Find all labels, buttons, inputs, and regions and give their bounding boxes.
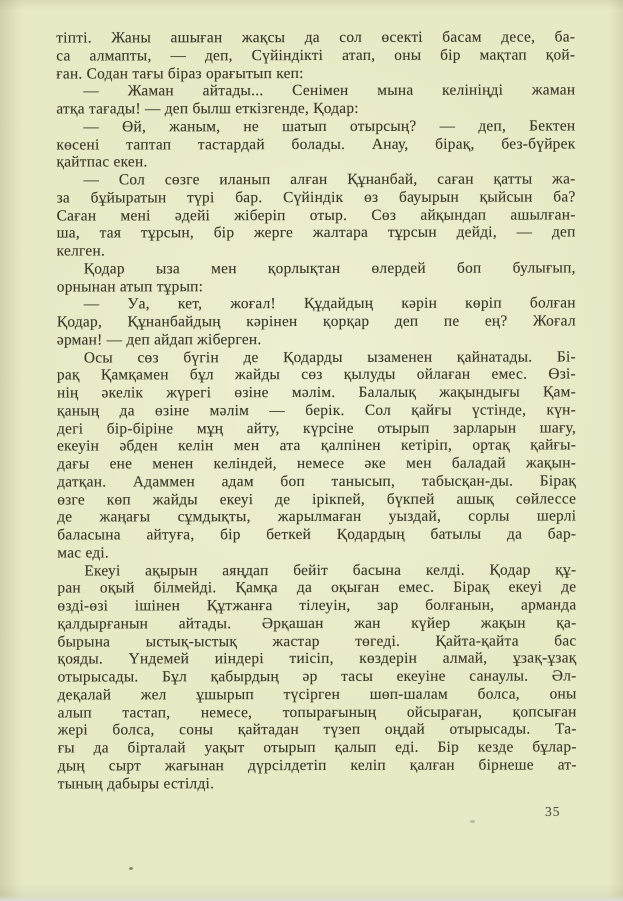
text-line: дағы ене менен келіндей, немесе әке мен баладай жақын- — [57, 454, 577, 473]
text-line: са алмапты, — деп, Сүйіндікті атап, оны бір мақтап қой- — [56, 46, 576, 65]
text-line: мас еді. — [57, 544, 110, 562]
text-line: өзді-өзі ішінен Құтжанға тілеуін, зар болғанын, арманда — [57, 596, 577, 615]
text-line: қалдырғанын айтады. Әрқашан жан күйер жақын қа- — [57, 614, 577, 633]
text-line: Саған мені әдейі жіберіп отыр. Сөз айқындап ашылған- — [56, 205, 576, 225]
text-line: орнынан атып тұрып: — [56, 277, 204, 296]
text-line: Қодар ыза мен қорлықтан өлердей боп булығып, — [83, 259, 576, 278]
text-line: — Уа, кет, жоғал! Құдайдың кәрін көріп болған — [83, 294, 576, 313]
text-line: өзге көп жайды екеуі де ірікпей, бүкпей ашық сөйлессе — [57, 489, 577, 509]
page-number: 35 — [545, 804, 561, 819]
text-line: әрман! — деп айдап жіберген. — [56, 330, 262, 349]
scan-edge — [0, 895, 623, 901]
text-line: алып тастап, немесе, топырағының ойсыраған, қопсыған — [57, 702, 577, 722]
text-line: датқан. Адаммен адам боп танысып, табысқан-ды. Бірақ — [57, 472, 577, 491]
text-line: екеуін әбден келін мен ата қалпінен кетіріп, ортақ қайғы- — [57, 436, 577, 455]
text-line: тіпті. Жаны ашыған жақсы да сол өсекті басам десе, ба- — [56, 28, 576, 47]
text-line: бырына ыстық-ыстық жастар төгеді. Қайта-қайта бас — [57, 631, 577, 651]
text-line: — Жаман айтады... Сенімен мына келініңді жаман — [83, 81, 576, 100]
text-line: отырысады. Бұл қабырдың әр тасы екеуіне санаулы. Әл- — [57, 667, 577, 686]
text-line: рақ Қамқамен бұл жайды сөз қылуды ойлаған емес. Өзі- — [56, 365, 576, 384]
text-line: Осы сөз бүгін де Қодарды ызаменен қайнатады. Бі- — [83, 347, 576, 366]
text-line: деқалай жел ұшырып түсірген шөп-шалам болса, оны — [57, 685, 577, 704]
text-line: тының дабыры естілді. — [57, 774, 215, 793]
text-line: ран оқый білмейді. Қамқа да оқыған емес. Бірақ екеуі де — [57, 578, 577, 597]
ink-speck — [470, 820, 475, 823]
text-line: Қодар, Құнанбайдың кәрінен қорқар деп пе ең? Жоғал — [56, 312, 576, 331]
text-line: нің әкелік жүрегі өзіне мәлім. Балалық жақындығы Қам- — [56, 383, 576, 402]
text-line: — Сол сөзге иланып алған Құнанбай, саған қатты жа- — [83, 170, 576, 189]
text-line: де жаңағы сұмдықты, жарылмаған уыздай, сорлы шерлі — [57, 507, 577, 526]
text-line: көсені таптап тастардай болады. Анау, бірақ, без-бүйрек — [56, 134, 576, 154]
text-line: қояды. Үндемей иіндері тиісіп, көздерін алмай, ұзақ-ұзақ — [57, 649, 577, 668]
text-line: атқа тағады! — деп былш еткізгенде, Қодар: — [56, 99, 359, 118]
text-line: келген. — [56, 242, 106, 260]
text-line: за бұйыратын түрі бар. Сүйіндік өз бауырын қыйсын ба? — [56, 188, 576, 207]
ink-speck — [129, 867, 133, 870]
text-line: ша, тая тұрсын, бір жерге жалтара тұрсын дейді, — деп — [56, 223, 576, 242]
text-line: дегі бір-біріне мұң айту, күрсіне отырып зарларын шағу, — [57, 418, 577, 438]
text-line: Екеуі ақырын аяңдап бейіт басына келді. Қодар құ- — [84, 560, 577, 579]
text-line: қаның да өзіне мәлім — берік. Сол қайғы үстінде, күн- — [56, 401, 577, 420]
text-line: қайтпас екен. — [56, 153, 148, 171]
page-text — [56, 28, 577, 792]
text-line: дың сырт жағынан дүрсілдетіп келіп қалған бірнеше ат- — [57, 756, 577, 775]
text-line: — Өй, жаным, не шатып отырсың? — деп, Бектен — [83, 117, 576, 136]
text-line: баласына айтуға, бір беткей Қодардың батылы да бар- — [57, 525, 577, 544]
text-line: жері болса, соны қайтадан түзеп оңдай отырысады. Та- — [57, 720, 577, 739]
text-line: ған. Содан тағы біраз орағытып кеп: — [56, 64, 304, 83]
text-line: ғы да бірталай уақыт отырып қалып еді. Бір кезде бұлар- — [57, 738, 577, 757]
